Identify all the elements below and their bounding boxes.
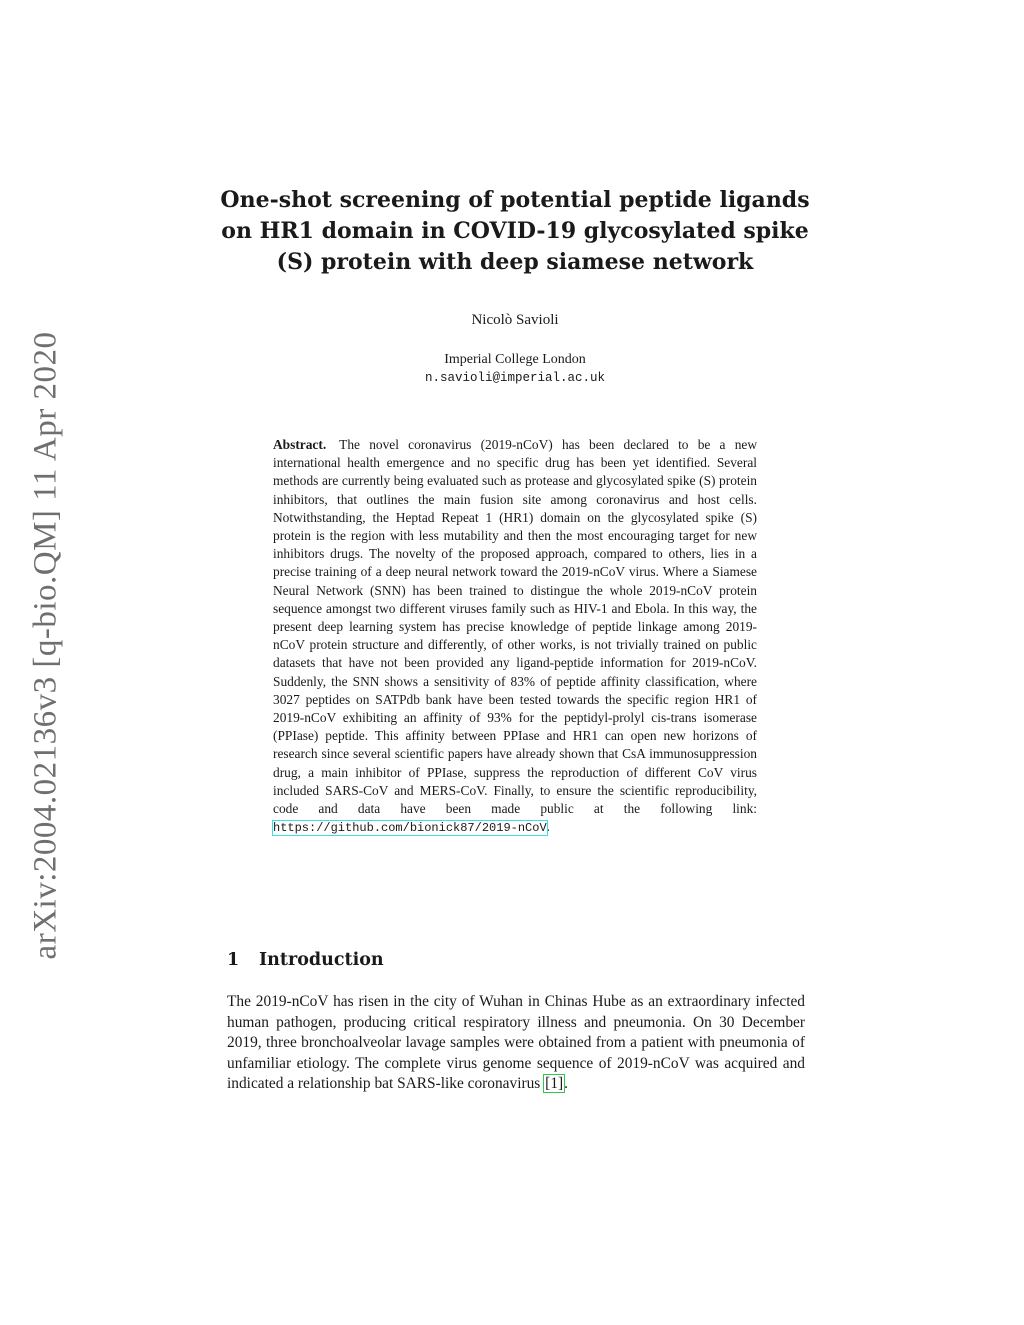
author-name: Nicolò Savioli — [471, 312, 559, 328]
section-title: Introduction — [259, 950, 384, 970]
author-email: n.savioli@imperial.ac.uk — [424, 371, 606, 385]
title-line-1: One-shot screening of potential peptide ligands — [220, 187, 810, 213]
affiliation-block — [315, 350, 715, 388]
abstract — [273, 436, 757, 837]
abstract-label: Abstract. — [273, 437, 327, 452]
abstract-text: The novel coronavirus (2019-nCoV) has been declared to be a new international health emergence and no specific drug has been yet identified. Several methods are currently being evaluated such as protease and glycosylated spike (S) protein inhibitors, that outlines the main fusion site among coronavirus and host cells. Notwithstanding, the Heptad Repeat 1 (HR1) domain on the glycosylated spike (S) protein is the region with less mutability and then the most encouraging target for new inhibitors drugs. The novelty of the proposed approach, compared to others, lies in a precise training of a deep neural network toward the 2019-nCoV virus. Where a Siamese Neural Network (SNN) has been trained to distingue the whole 2019-nCoV protein sequence amongst two different viruses family such as HIV-1 and Ebola. In this way, the present deep learning system has precise knowledge of peptide linkage among 2019-nCoV protein structure and differently, of other works, is not trivially trained on public datasets that have not been provided any ligand-peptide information for 2019-nCoV. Suddenly, the SNN shows a sensitivity of 83% of peptide affinity classification, where 3027 peptides on SATPdb bank have been tested towards the specific region HR1 of 2019-nCoV exhibiting an affinity of 93% for the peptidyl-prolyl cis-trans isomerase (PPIase) peptide. This affinity between PPIase and HR1 can open new horizons of research since several scientific papers have already shown that CsA immunosuppression drug, a main inhibitor of PPIase, suppress the reproduction of different CoV virus included SARS-CoV and MERS-CoV. Finally, to ensure the scientific reproducibility, code and data have been made public at the following link: — [273, 437, 758, 817]
abstract-end-period: . — [546, 819, 551, 835]
introduction-paragraph — [227, 992, 805, 1095]
title-line-2: on HR1 domain in COVID-19 glycosylated spike — [221, 218, 809, 244]
institution: Imperial College London — [444, 352, 586, 367]
paper-title — [200, 185, 830, 278]
citation-number: 1 — [550, 1075, 559, 1093]
section-heading-introduction — [227, 950, 384, 970]
intro-text: The 2019-nCoV has risen in the city of Wuhan in Chinas Hube as an extraordinary infected human pathogen, producing critical respiratory illness and pneumonia. On 30 December 2019, three bronchoalveolar lavage samples were obtained from a patient with pneumonia of unfamiliar etiology. The complete virus genome sequence of 2019-nCoV was acquired and indicated a relationship bat SARS-like coronavirus — [227, 993, 805, 1093]
citation-link[interactable]: [1] — [545, 1075, 564, 1093]
intro-end-period: . — [564, 1075, 569, 1093]
section-number: 1 — [227, 950, 240, 970]
arxiv-sidebar-stamp — [26, 325, 66, 965]
title-line-3: (S) protein with deep siamese network — [276, 249, 754, 275]
github-link[interactable]: https://github.com/bionick87/2019-nCoV — [273, 821, 547, 836]
arxiv-identifier: arXiv:2004.02136v3 [q-bio.QM] 11 Apr 2020 — [27, 331, 64, 959]
